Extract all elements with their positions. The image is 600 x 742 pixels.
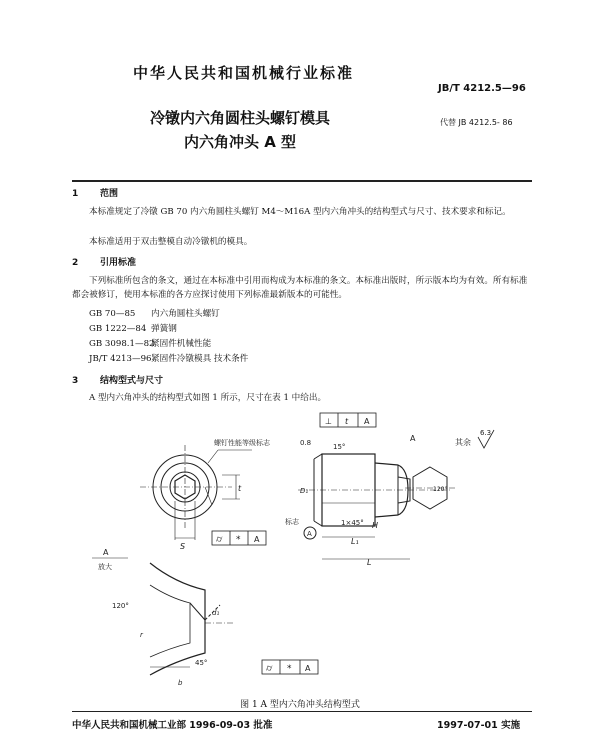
enlarged-label: 放大: [98, 563, 112, 571]
dim-l1: L₁: [351, 537, 359, 546]
detail-a-label: A: [103, 548, 109, 557]
reference-item: GB 1222—84 弹簧钢: [89, 324, 177, 334]
angle-45-detail: 45°: [195, 659, 208, 667]
mark-label: 标志: [285, 518, 299, 526]
runout-value: t: [345, 417, 349, 426]
datum-a-circle: A: [307, 530, 312, 538]
issuing-organization: 中华人民共和国机械行业标准: [133, 64, 355, 82]
datum-label: A: [254, 535, 260, 544]
performance-mark-note: 螺钉性能等级标志: [214, 439, 270, 447]
detail-a-enlarged: [150, 563, 235, 675]
header-rule: [72, 180, 532, 182]
document-subtitle: 内六角冲头 A 型: [183, 133, 297, 151]
standard-number: JB/T 4212.5—96: [438, 83, 526, 94]
chamfer-label: 1×45°: [341, 519, 364, 527]
implementation-date: 1997-07-01 实施: [437, 720, 521, 731]
angle-120-detail: 120°: [112, 602, 129, 610]
dim-t: t: [238, 484, 242, 493]
section-2-heading: [72, 255, 136, 268]
section-3-title: 结构型式与尺寸: [100, 376, 164, 386]
section-1-number: 1: [72, 189, 79, 199]
dim-d1: D₁: [300, 487, 309, 495]
dim-d1-small: d₁: [212, 609, 220, 617]
view-a-hexagon: [405, 467, 455, 509]
symmetry-symbol: ⌭: [216, 535, 223, 545]
reference-item: GB 70—85 内六角圆柱头螺钉: [89, 309, 220, 319]
approval-statement: 中华人民共和国机械工业部 1996-09-03 批准: [72, 720, 273, 731]
angle-120-view: 120°: [433, 486, 448, 493]
tolerance-star-bottom: *: [287, 664, 292, 674]
section-1-para-1: 本标准规定了冷镦 GB 70 内六角圆柱头螺钉 M4～M16A 型内六角冲头的结构型式与尺寸、技术要求和标记。: [89, 207, 511, 217]
runout-symbol: ⊥: [325, 417, 332, 426]
tolerance-star: *: [236, 535, 241, 545]
section-3-heading: [72, 373, 163, 386]
end-view: [140, 445, 252, 540]
symmetry-symbol-bottom: ⌭: [266, 664, 273, 674]
angle-15: 15°: [333, 443, 346, 451]
rest-roughness-label: 其余: [455, 438, 471, 447]
section-1-heading: [72, 186, 118, 199]
runout-datum: A: [364, 417, 370, 426]
section-3-para-1: A 型内六角冲头的结构型式如图 1 所示，尺寸在表 1 中给出。: [89, 393, 327, 403]
section-2-number: 2: [72, 258, 79, 268]
section-1-title: 范围: [100, 189, 119, 199]
rest-roughness-value: 6.3: [480, 429, 492, 437]
view-a-label: A: [410, 434, 416, 443]
dim-b: b: [178, 679, 183, 687]
roughness-08: 0.8: [300, 439, 312, 447]
section-2-para-1: 下列标准所包含的条文，通过在本标准中引用而构成为本标准的条文。本标准出版时，所示版本均为有效。所有标准都会被修订，使用本标准的各方应探讨使用下列标准最新版本的可能性。: [72, 276, 528, 300]
dim-l: L: [367, 558, 372, 567]
replaces-note: 代替 JB 4212.5- 86: [440, 118, 513, 127]
dim-s: S: [180, 542, 186, 551]
reference-item: JB/T 4213—96紧固件冷镦模具 技术条件: [89, 354, 249, 364]
section-2-title: 引用标准: [100, 258, 137, 268]
figure-caption: 图 1 A 型内六角冲头结构型式: [240, 700, 360, 710]
dim-h: H: [372, 521, 379, 530]
footer-rule: [72, 711, 532, 712]
figure-1-drawing: [0, 405, 600, 695]
datum-label-bottom: A: [305, 664, 311, 673]
document-title: 冷镦内六角圆柱头螺钉模具: [149, 109, 330, 127]
section-1-para-2: 本标准适用于双击整模自动冷镦机的模具。: [89, 237, 253, 247]
dim-r: r: [140, 631, 143, 639]
reference-item: GB 3098.1—82紧固件机械性能: [89, 339, 212, 349]
section-3-number: 3: [72, 376, 79, 386]
side-view: [298, 454, 450, 526]
